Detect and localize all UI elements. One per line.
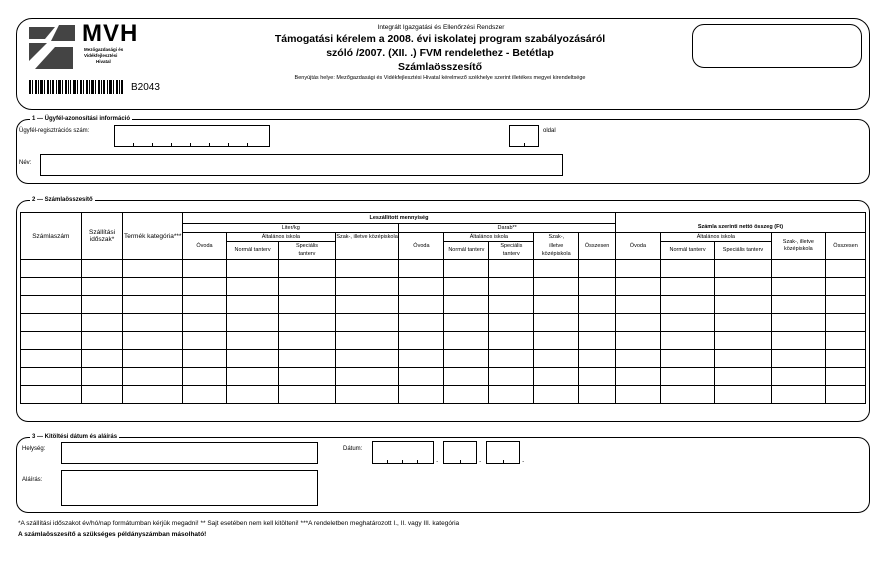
delivered-quantity-header: Leszállított mennyiség	[183, 213, 616, 224]
barcode-icon	[29, 80, 125, 94]
piece-total: Összesen	[579, 233, 616, 260]
piece-kindergarten: Óvoda	[399, 233, 444, 260]
table-row	[21, 386, 866, 404]
page-subtitle: szóló /2007. (XII. .) FVM rendelethez - Betétlap	[326, 47, 554, 59]
copy-note: A számlaösszesítő a szükséges példányszámban másolható!	[18, 531, 207, 538]
logo-text: MVH	[82, 20, 139, 47]
stamp-box	[692, 24, 862, 68]
form-code: B2043	[131, 82, 160, 93]
date-day-tick	[503, 460, 504, 464]
table-row	[21, 296, 866, 314]
piece-normal: Normál tanterv	[444, 242, 489, 260]
net-amount-header: Számla szerinti nettó összeg (Ft)	[615, 224, 865, 233]
signature-field[interactable]	[61, 470, 318, 506]
piece-special-1: Speciális	[489, 242, 534, 251]
liter-primary-school: Általános iskola	[226, 233, 335, 242]
reg-number-label: Ügyfél-regisztrációs szám:	[19, 128, 90, 134]
table-row	[21, 368, 866, 386]
page-number-tick	[524, 143, 525, 147]
section-1-title: 1 — Ügyfél-azonosítási információ	[32, 116, 131, 122]
footnote: *A szállítási időszakot év/hó/nap formátumban kérjük megadni! ** Sajt esetében nem kell kitölteni! ***A rendeletben meghatározott I., II. vagy III. kategória	[18, 520, 460, 527]
liter-secondary-spacer	[335, 242, 399, 260]
liter-secondary-school: Szak-, illetve középiskola	[336, 233, 398, 240]
table-row	[21, 314, 866, 332]
page-title: Támogatási kérelem a 2008. évi iskolatej program szabályozásáról	[274, 33, 606, 45]
liter-special-2: tanterv	[279, 251, 335, 260]
date-year-ticks	[372, 460, 434, 464]
net-special: Speciális tanterv	[715, 242, 771, 260]
table-row	[21, 278, 866, 296]
place-field[interactable]	[61, 442, 318, 464]
col-product-category: Termék kategória***	[123, 213, 183, 260]
table-row	[21, 350, 866, 368]
net-amount-spacer	[615, 213, 865, 224]
name-label: Név:	[19, 160, 32, 166]
date-separator-2: .	[479, 455, 482, 464]
table-row	[21, 260, 866, 278]
piece-special-2: tanterv	[489, 251, 534, 260]
net-kindergarten: Óvoda	[615, 233, 660, 260]
date-month-tick	[460, 460, 461, 464]
page-label: oldal	[543, 128, 556, 134]
document-name: Számlaösszesítő	[397, 61, 483, 73]
liter-normal: Normál tanterv	[226, 242, 278, 260]
submission-place: Benyújtás helye: Mezőgazdasági és Vidékfejlesztési Hivatal kérelmező székhelye szerint illetékes megyei kirendeltsége	[294, 75, 586, 81]
logo-subtitle-2: Vidékfejlesztési	[84, 53, 118, 58]
name-field[interactable]	[40, 154, 563, 176]
reg-number-ticks	[114, 143, 270, 147]
date-label: Dátum:	[343, 446, 363, 452]
section-2-title: 2 — Számlaösszesítő	[32, 197, 93, 203]
place-label: Helység:	[22, 446, 46, 452]
header-line-1: Integrált Igazgatási és Ellenőrzési Rendszer	[377, 24, 505, 31]
net-normal: Normál tanterv	[660, 242, 714, 260]
date-separator-1: .	[436, 455, 439, 464]
piece-secondary-school-1: Szak-,	[534, 233, 579, 242]
signature-label: Aláírás:	[22, 477, 43, 483]
logo-subtitle-1: Mezőgazdasági és	[84, 47, 124, 52]
piece-secondary-school-2: illetve	[534, 242, 579, 251]
liter-header: Liter/kg	[183, 224, 399, 233]
invoice-summary-table	[20, 212, 866, 404]
net-total: Összesen	[826, 233, 866, 260]
net-primary-school: Általános iskola	[660, 233, 771, 242]
col-delivery-period: Szállítási időszak*	[81, 213, 123, 260]
piece-primary-school: Általános iskola	[444, 233, 534, 242]
net-secondary-school: Szak-, illetve középiskola	[771, 233, 825, 260]
piece-header: Darab**	[399, 224, 616, 233]
col-invoice-number: Számlaszám	[21, 213, 82, 260]
table-row	[21, 332, 866, 350]
logo-subtitle-3: Hivatal	[96, 59, 111, 64]
date-separator-3: .	[522, 455, 525, 464]
section-3-title: 3 — Kitöltési dátum és aláírás	[32, 434, 118, 440]
liter-special-1: Speciális	[279, 242, 335, 251]
piece-secondary-school-3: középiskola	[534, 251, 579, 260]
mvh-logo-icon	[25, 23, 77, 71]
liter-kindergarten: Óvoda	[183, 233, 227, 260]
